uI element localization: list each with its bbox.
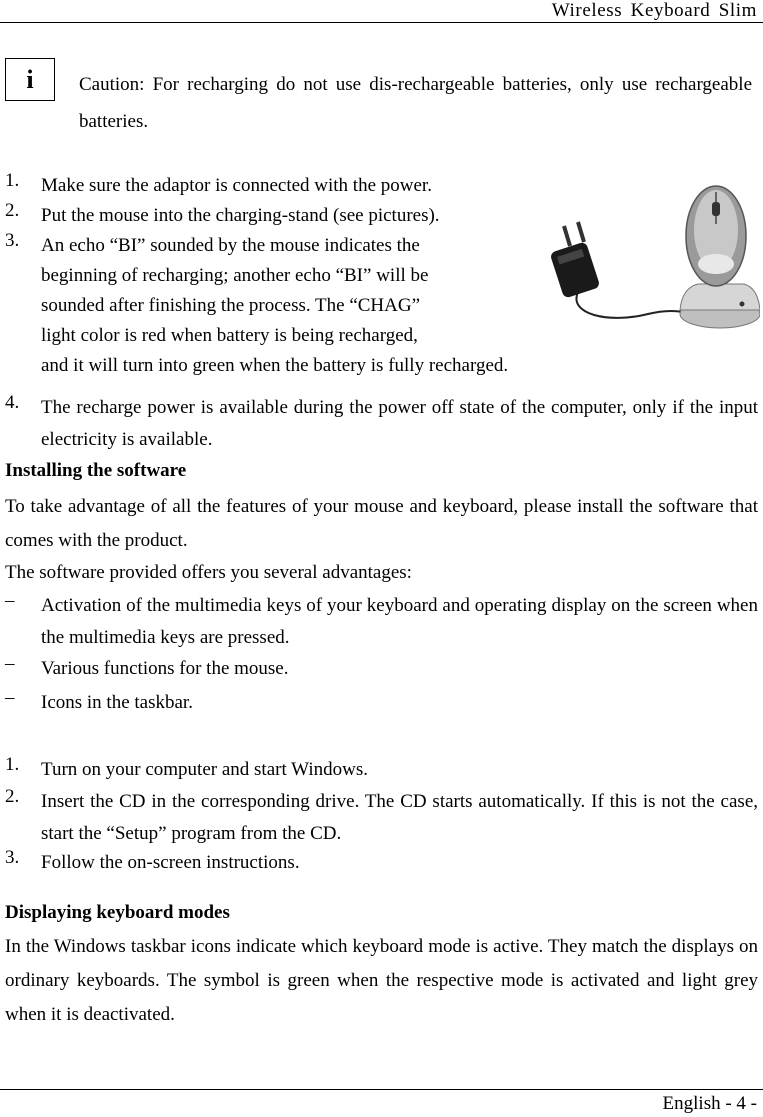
list-item xyxy=(5,392,758,456)
list-item xyxy=(5,590,758,654)
install-paragraph: To take advantage of all the features of your mouse and keyboard, please install the software that comes with the product. xyxy=(5,496,758,551)
install-advantages-intro: The software provided offers you several advantages: xyxy=(5,562,412,583)
running-header-title: Wireless Keyboard Slim xyxy=(551,0,757,21)
list-text-line: sounded after finishing the process. The “CHAG” xyxy=(41,295,421,316)
list-text: Put the mouse into the charging-stand (see pictures). xyxy=(41,205,440,226)
section-heading-keyboard-modes: Displaying keyboard modes xyxy=(5,902,230,923)
list-text: Follow the on-screen instructions. xyxy=(41,852,300,873)
list-text-line: An echo “BI” sounded by the mouse indicates the xyxy=(41,235,420,256)
list-number: 3. xyxy=(5,847,20,868)
dash-bullet: – xyxy=(5,687,15,708)
list-item xyxy=(5,754,758,786)
list-text-line: beginning of recharging; another echo “BI” will be xyxy=(41,265,429,286)
page-number: English - 4 - xyxy=(662,1093,757,1114)
list-item xyxy=(5,200,525,232)
charger-and-mouse-image xyxy=(548,184,760,334)
mouse-icon xyxy=(686,186,746,286)
list-item xyxy=(5,786,758,850)
footer-rule xyxy=(0,1089,763,1090)
charging-stand xyxy=(680,284,760,328)
list-text: Activation of the multimedia keys of your keyboard and operating display on the screen when the multimedia keys are pressed. xyxy=(41,595,758,648)
section-heading-installing: Installing the software xyxy=(5,460,187,481)
list-text: Make sure the adaptor is connected with the power. xyxy=(41,175,432,196)
list-number: 1. xyxy=(5,754,20,775)
list-item xyxy=(5,653,758,685)
list-number: 2. xyxy=(5,200,20,221)
list-item xyxy=(5,687,758,719)
list-number: 1. xyxy=(5,170,20,191)
header-rule xyxy=(0,22,763,23)
list-text: Insert the CD in the corresponding drive. The CD starts automatically. If this is not the case, start the “Setup” program from the CD. xyxy=(41,791,758,844)
list-number: 4. xyxy=(5,392,20,413)
list-item xyxy=(5,170,525,202)
list-item xyxy=(5,847,758,879)
caution-note: Caution: For recharging do not use dis-rechargeable batteries, only use rechargeable batteries. xyxy=(79,74,752,132)
list-text-line: light color is red when battery is being recharged, xyxy=(41,325,418,346)
list-text: Various functions for the mouse. xyxy=(41,658,289,679)
info-icon: i xyxy=(5,58,55,101)
list-text-line: and it will turn into green when the battery is fully recharged. xyxy=(41,355,509,376)
list-number: 2. xyxy=(5,786,20,807)
list-text: The recharge power is available during the power off state of the computer, only if the input electricity is available. xyxy=(41,397,758,450)
dash-bullet: – xyxy=(5,590,15,611)
power-adaptor-icon xyxy=(550,222,601,299)
list-number: 3. xyxy=(5,230,20,251)
keyboard-modes-paragraph: In the Windows taskbar icons indicate which keyboard mode is active. They match the displays on ordinary keyboards. The symbol is green when the respective mode is activated and light grey when it is deactivated. xyxy=(5,936,758,1025)
list-text: Icons in the taskbar. xyxy=(41,692,193,713)
dash-bullet: – xyxy=(5,653,15,674)
list-text: Turn on your computer and start Windows. xyxy=(41,759,368,780)
